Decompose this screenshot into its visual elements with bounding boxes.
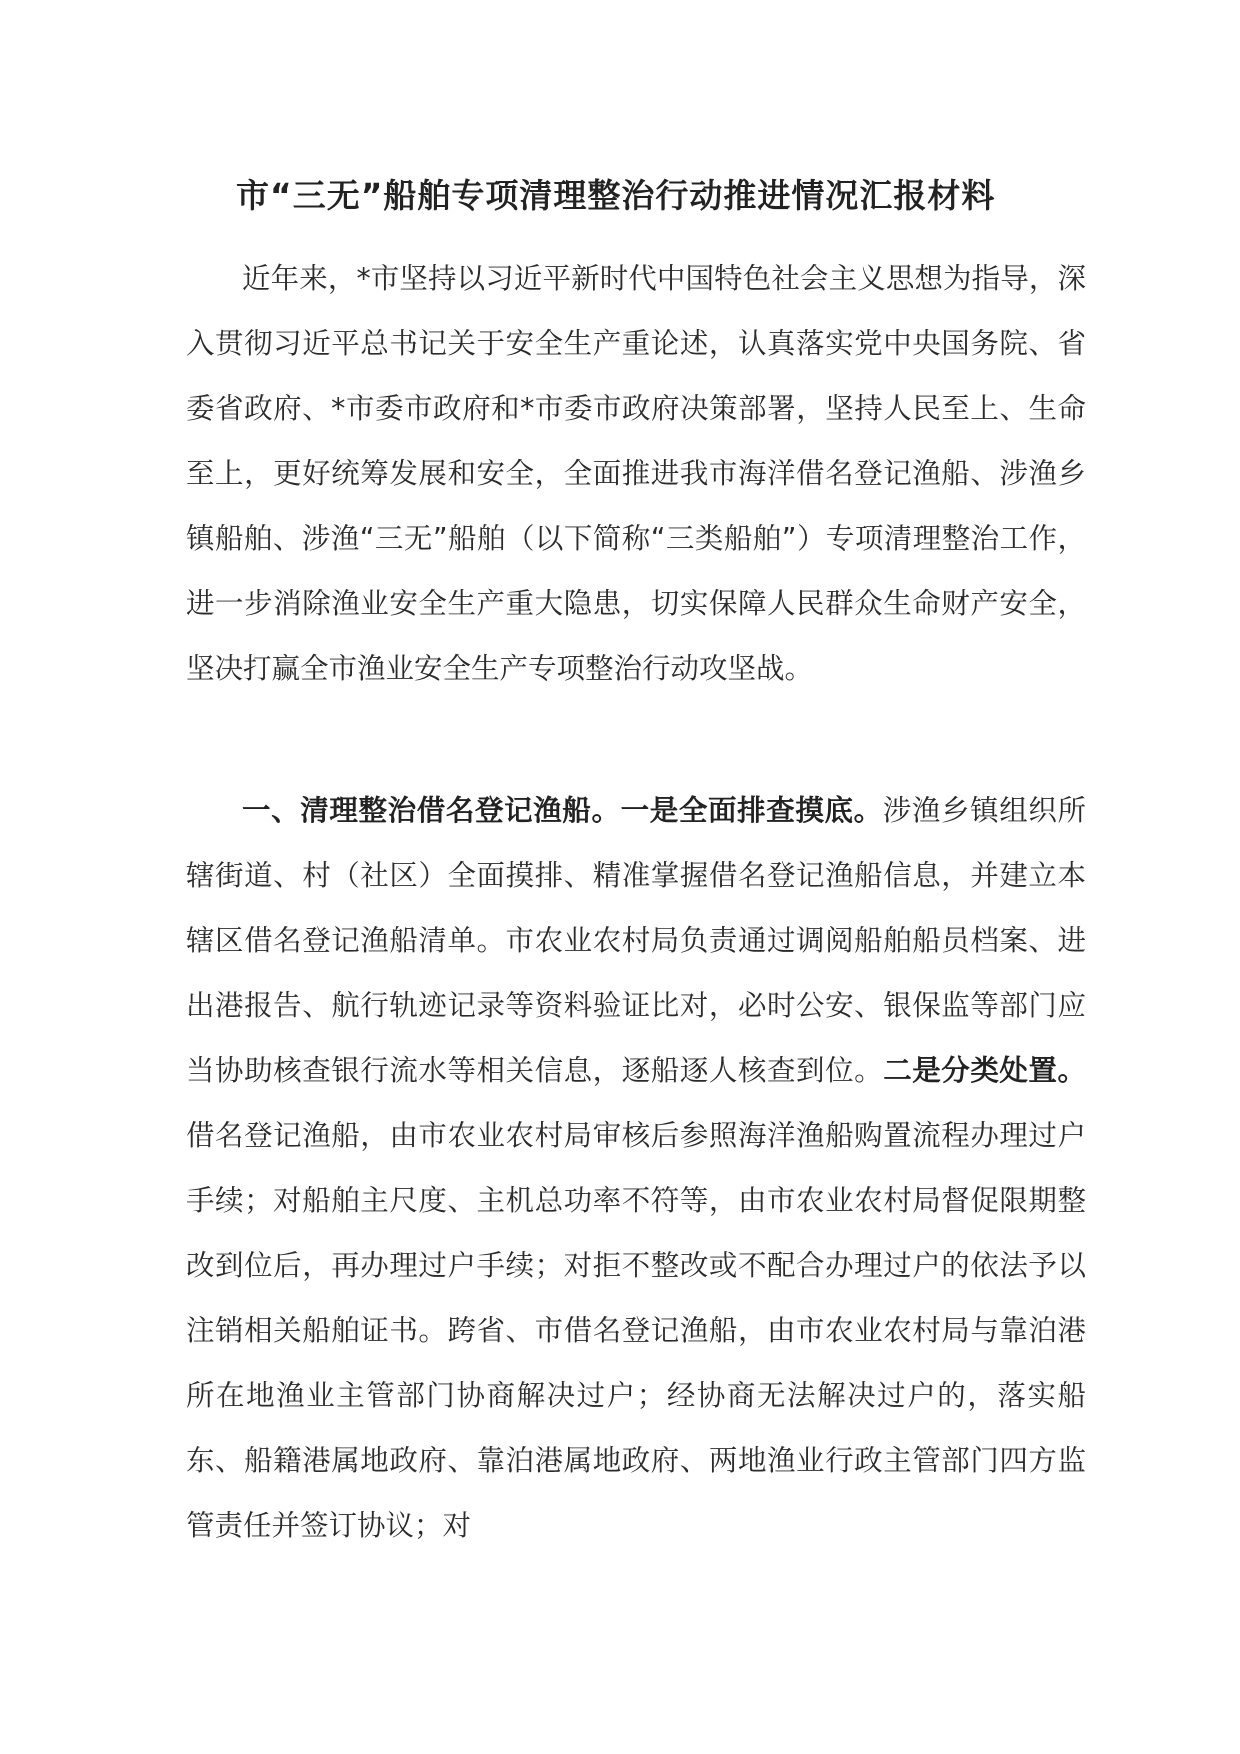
- section-1-paragraph: [186, 778, 1086, 1558]
- document-title: 市“三无”船舶专项清理整治行动推进情况汇报材料: [236, 176, 996, 215]
- point-2-heading: 二是分类处置。: [883, 1054, 1086, 1087]
- intro-paragraph: 近年来，*市坚持以习近平新时代中国特色社会主义思想为指导，深入贯彻习近平总书记关于安全生产重论述，认真落实党中央国务院、省委省政府、*市委市政府和*市委市政府决策部署，坚持人民至上、生命至上，更好统筹发展和安全，全面推进我市海洋借名登记渔船、涉渔乡镇船舶、涉渔“三无”船舶（以下简称“三类船舶”）专项清理整治工作，进一步消除渔业安全生产重大隐患，切实保障人民群众生命财产安全，坚决打赢全市渔业安全生产专项整治行动攻坚战。: [186, 262, 1086, 685]
- point-2-text: 借名登记渔船，由市农业农村局审核后参照海洋渔船购置流程办理过户手续；对船舶主尺度、主机总功率不符等，由市农业农村局督促限期整改到位后，再办理过户手续；对拒不整改或不配合办理过户的依法予以注销相关船舶证书。跨省、市借名登记渔船，由市农业农村局与靠泊港所在地渔业主管部门协商解决过户；经协商无法解决过户的，落实船东、船籍港属地政府、靠泊港属地政府、两地渔业行政主管部门四方监管责任并签订协议；对: [186, 1119, 1086, 1542]
- section-1-heading: 一、清理整治借名登记渔船。: [242, 794, 621, 827]
- point-1-heading: 一是全面排查摸底。: [620, 794, 883, 827]
- point-1-text: 涉渔乡镇组织所辖街道、村（社区）全面摸排、精准掌握借名登记渔船信息，并建立本辖区借名登记渔船清单。市农业农村局负责通过调阅船舶船员档案、进出港报告、航行轨迹记录等资料验证比对，必时公安、银保监等部门应当协助核查银行流水等相关信息，逐船逐人核查到位。: [186, 794, 1086, 1087]
